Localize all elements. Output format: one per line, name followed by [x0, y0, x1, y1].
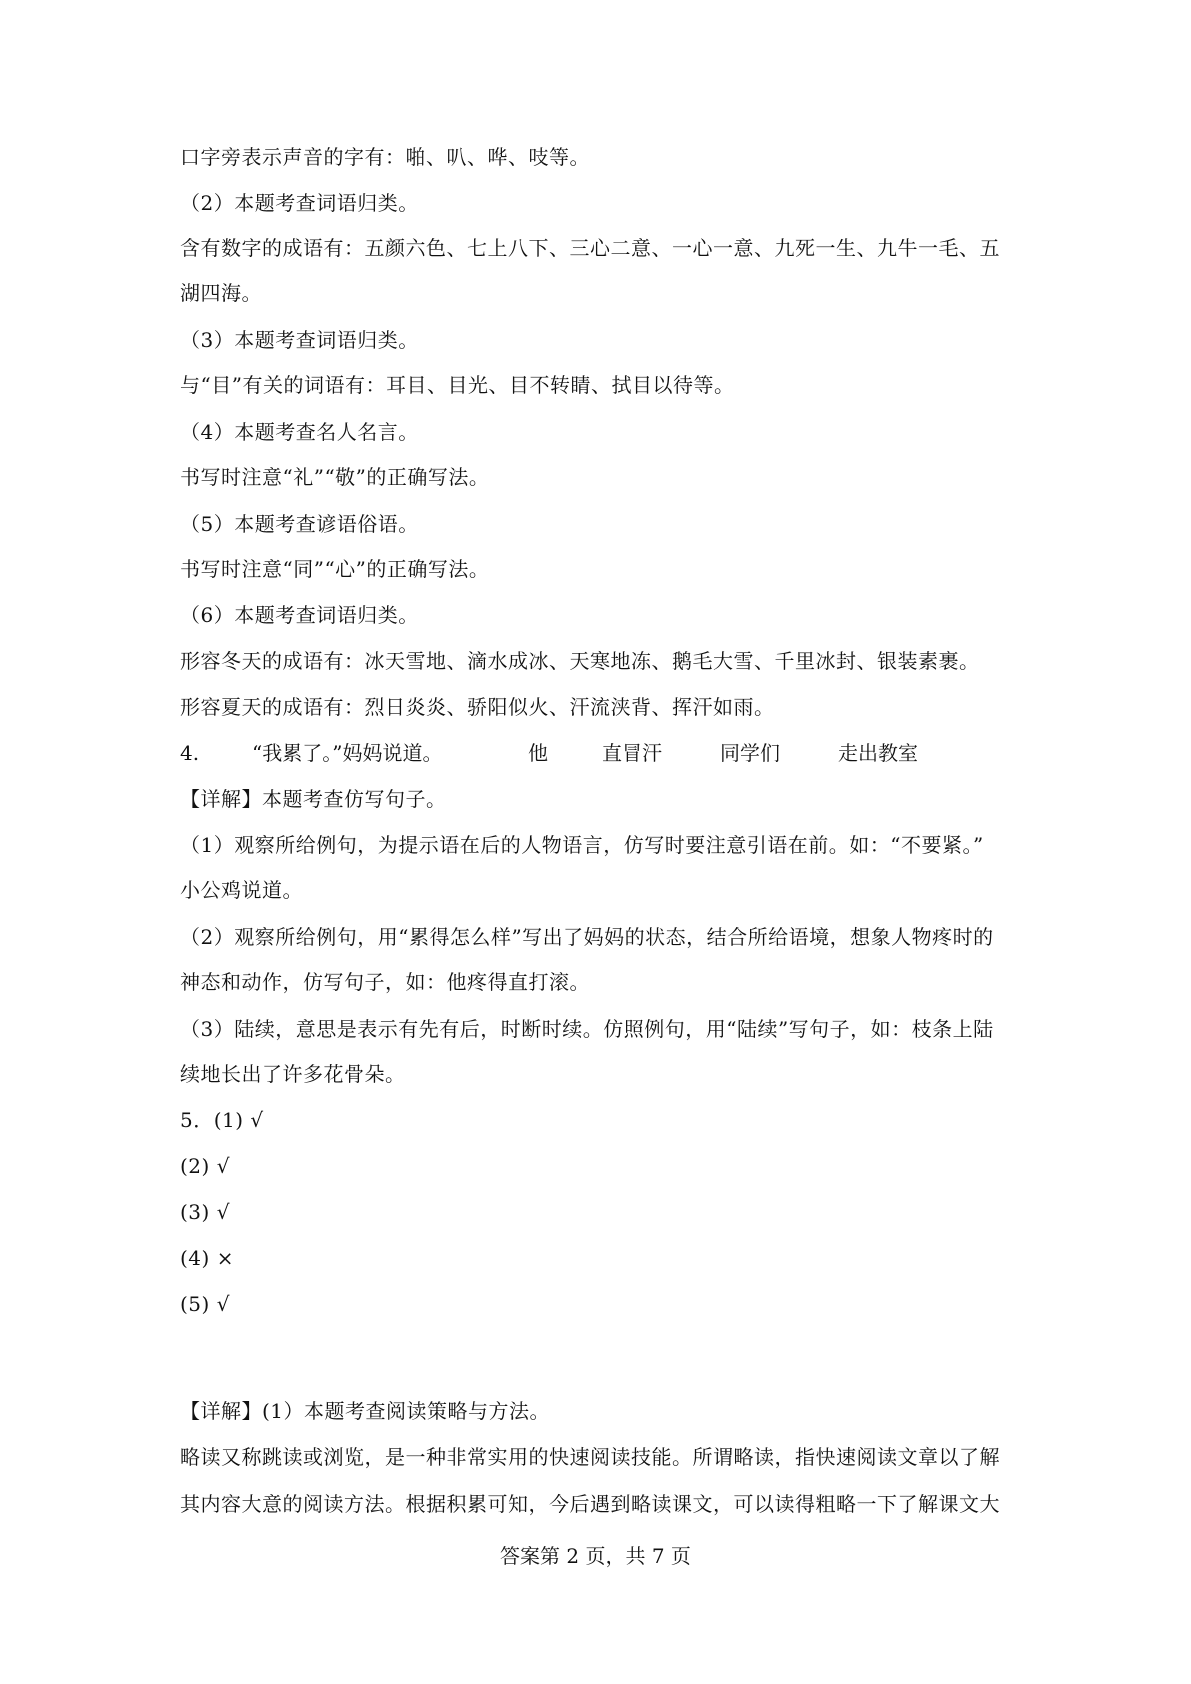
answer-blank: “我累了。”妈妈说道。 [252, 741, 443, 765]
text-line: 含有数字的成语有：五颜六色、七上八下、三心二意、一心一意、九死一生、九牛一毛、五 [180, 236, 1000, 260]
text-line: （4）本题考查名人名言。 [180, 420, 419, 444]
question-4-answers [180, 739, 1020, 767]
text-line: （2）本题考查词语归类。 [180, 191, 419, 215]
text-line: （6）本题考查词语归类。 [180, 603, 419, 627]
text-line: （2）观察所给例句，用“累得怎么样”写出了妈妈的状态，结合所给语境，想象人物疼时的 [180, 925, 994, 949]
text-line: (3) √ [180, 1200, 230, 1224]
text-line: 略读又称跳读或浏览，是一种非常实用的快速阅读技能。所谓略读，指快速阅读文章以了解 [180, 1445, 1000, 1469]
text-line: 【详解】(1）本题考查阅读策略与方法。 [180, 1399, 551, 1423]
text-line: 书写时注意“同”“心”的正确写法。 [180, 557, 490, 581]
text-line: (2) √ [180, 1154, 230, 1178]
text-line: 其内容大意的阅读方法。根据积累可知，今后遇到略读课文，可以读得粗略一下了解课文大 [180, 1492, 1000, 1516]
text-line: 口字旁表示声音的字有：啪、叭、哗、吱等。 [180, 145, 590, 169]
text-line: 书写时注意“礼”“敬”的正确写法。 [180, 465, 490, 489]
text-line: （5）本题考查谚语俗语。 [180, 512, 419, 536]
text-line: （3）本题考查词语归类。 [180, 328, 419, 352]
answer-blank: 他 [528, 741, 548, 765]
text-line: 形容冬天的成语有：冰天雪地、滴水成冰、天寒地冻、鹅毛大雪、千里冰封、银装素裹。 [180, 649, 980, 673]
page-footer: 答案第 2 页，共 7 页 [500, 1544, 691, 1568]
text-line: 神态和动作，仿写句子，如：他疼得直打滚。 [180, 970, 590, 994]
text-line: （3）陆续，意思是表示有先有后，时断时续。仿照例句，用“陆续”写句子，如：枝条上陆 [180, 1017, 994, 1041]
answer-blank: 同学们 [720, 741, 780, 765]
text-line: 5．(1) √ [180, 1108, 264, 1132]
text-line: 【详解】本题考查仿写句子。 [180, 787, 447, 811]
answer-blank: 走出教室 [838, 741, 918, 765]
text-line: (5) √ [180, 1292, 230, 1316]
answer-blank: 直冒汗 [602, 741, 662, 765]
text-line: 湖四海。 [180, 281, 262, 305]
text-line: 续地长出了许多花骨朵。 [180, 1062, 406, 1086]
text-line: （1）观察所给例句，为提示语在后的人物语言，仿写时要注意引语在前。如：“不要紧。” [180, 833, 984, 857]
text-line: 小公鸡说道。 [180, 878, 303, 902]
text-line: 形容夏天的成语有：烈日炎炎、骄阳似火、汗流浃背、挥汗如雨。 [180, 695, 775, 719]
question-number: 4. [180, 741, 200, 765]
text-line: 与“目”有关的词语有：耳目、目光、目不转睛、拭目以待等。 [180, 373, 735, 397]
text-line: (4) × [180, 1246, 234, 1270]
